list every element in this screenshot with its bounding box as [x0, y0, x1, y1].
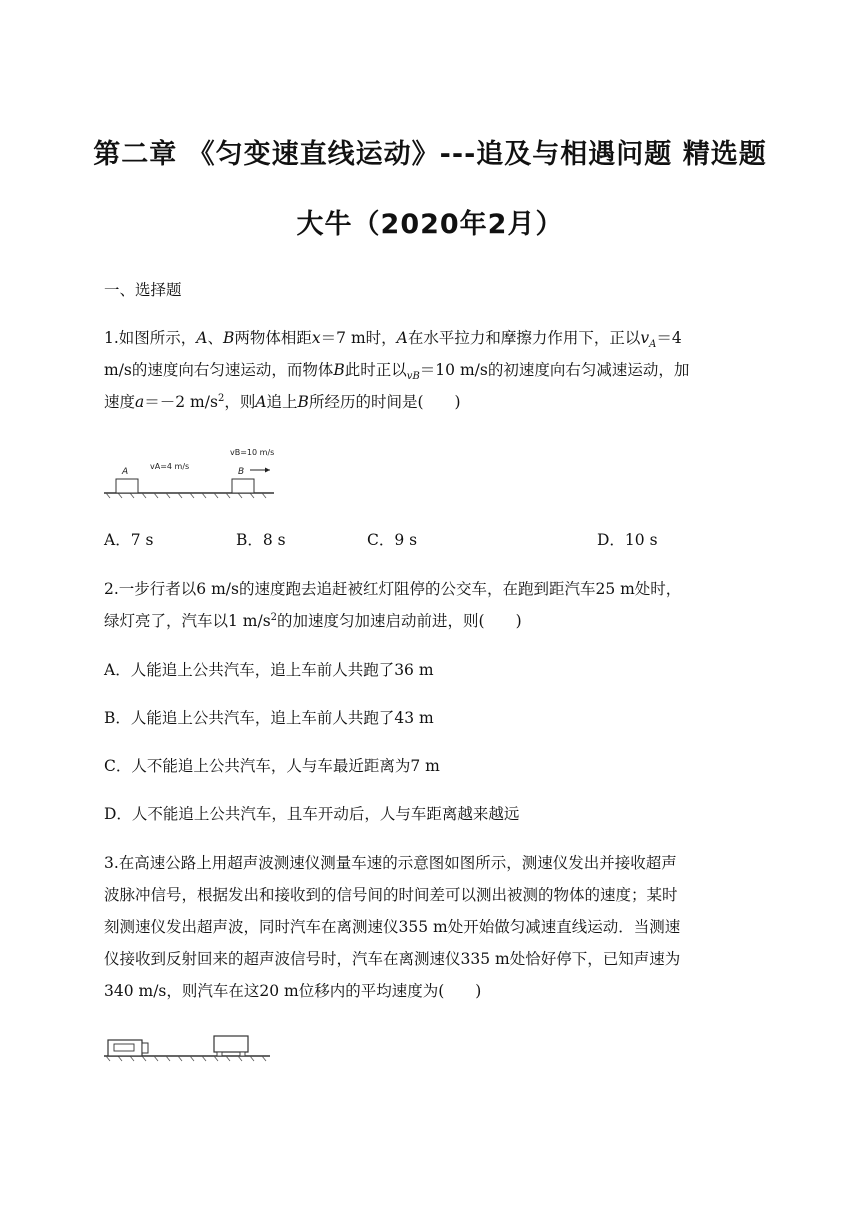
- q2-line-2: 绿灯亮了，汽车以1 $m/s^2$的加速度匀加速启动前进，则( ): [104, 611, 522, 630]
- speed-meter-device: [108, 1040, 148, 1056]
- q3-line-5: 340 m/s，则汽车在这20 m位移内的平均速度为( ): [104, 982, 482, 1000]
- block-b: [232, 479, 254, 493]
- section-heading: 一、选择题: [104, 281, 182, 299]
- q1-option-b: B．8 s: [236, 531, 286, 549]
- q1-line-1: 1.如图所示，A、B两物体相距x＝7 m时，A在水平拉力和摩擦力作用下，正以$v_A=4$: [104, 329, 682, 351]
- q1-option-c: C．9 s: [367, 531, 418, 549]
- q1-option-a: A．7 s: [104, 531, 154, 549]
- q1-figure: [104, 440, 284, 502]
- car: [214, 1036, 248, 1056]
- label-a: A: [122, 467, 129, 477]
- block-a: [116, 479, 138, 493]
- q3-line-4: 仪接收到反射回来的超声波信号时，汽车在离测速仪335 m处恰好停下，已知声速为: [104, 950, 681, 968]
- q1-option-d: D．10 s: [597, 531, 658, 549]
- q2-option-c: C．人不能追上公共汽车，人与车最近距离为7 m: [104, 757, 440, 775]
- q2-option-a: A．人能追上公共汽车，追上车前人共跑了36 m: [104, 661, 434, 679]
- q2-option-b: B．人能追上公共汽车，追上车前人共跑了43 m: [104, 709, 434, 727]
- q1-line-2: m/s的速度向右匀速运动，而物体B此时正以$_{vB}$＝10 m/s的初速度向右匀减速运动，加: [104, 361, 690, 383]
- label-va: vA=4 m/s: [150, 462, 190, 471]
- label-b: B: [238, 467, 245, 477]
- q2-option-d: D．人不能追上公共汽车，且车开动后，人与车距离越来越远: [104, 805, 520, 823]
- q3-line-2: 波脉冲信号，根据发出和接收到的信号间的时间差可以测出被测的物体的速度；某时: [104, 886, 678, 904]
- label-vb: vB=10 m/s: [230, 448, 275, 457]
- document-title: 第二章 《匀变速直线运动》---追及与相遇问题 精选题: [93, 139, 767, 170]
- arrow-b-head: [265, 468, 270, 473]
- q3-figure: [104, 1030, 274, 1066]
- q2-line-1: 2.一步行者以6 m/s的速度跑去追赶被红灯阻停的公交车，在跑到距汽车25 m处时，: [104, 580, 682, 598]
- q3-line-1: 3.在高速公路上用超声波测速仪测量车速的示意图如图所示，测速仪发出并接收超声: [104, 854, 677, 872]
- q1-line-3: 速度a＝－2 $m/s^2$，则A追上B所经历的时间是( ): [104, 392, 461, 411]
- q3-line-3: 刻测速仪发出超声波，同时汽车在离测速仪355 m处开始做匀减速直线运动．当测速: [104, 918, 681, 936]
- document-subtitle: 大牛（2020年2月）: [296, 209, 564, 240]
